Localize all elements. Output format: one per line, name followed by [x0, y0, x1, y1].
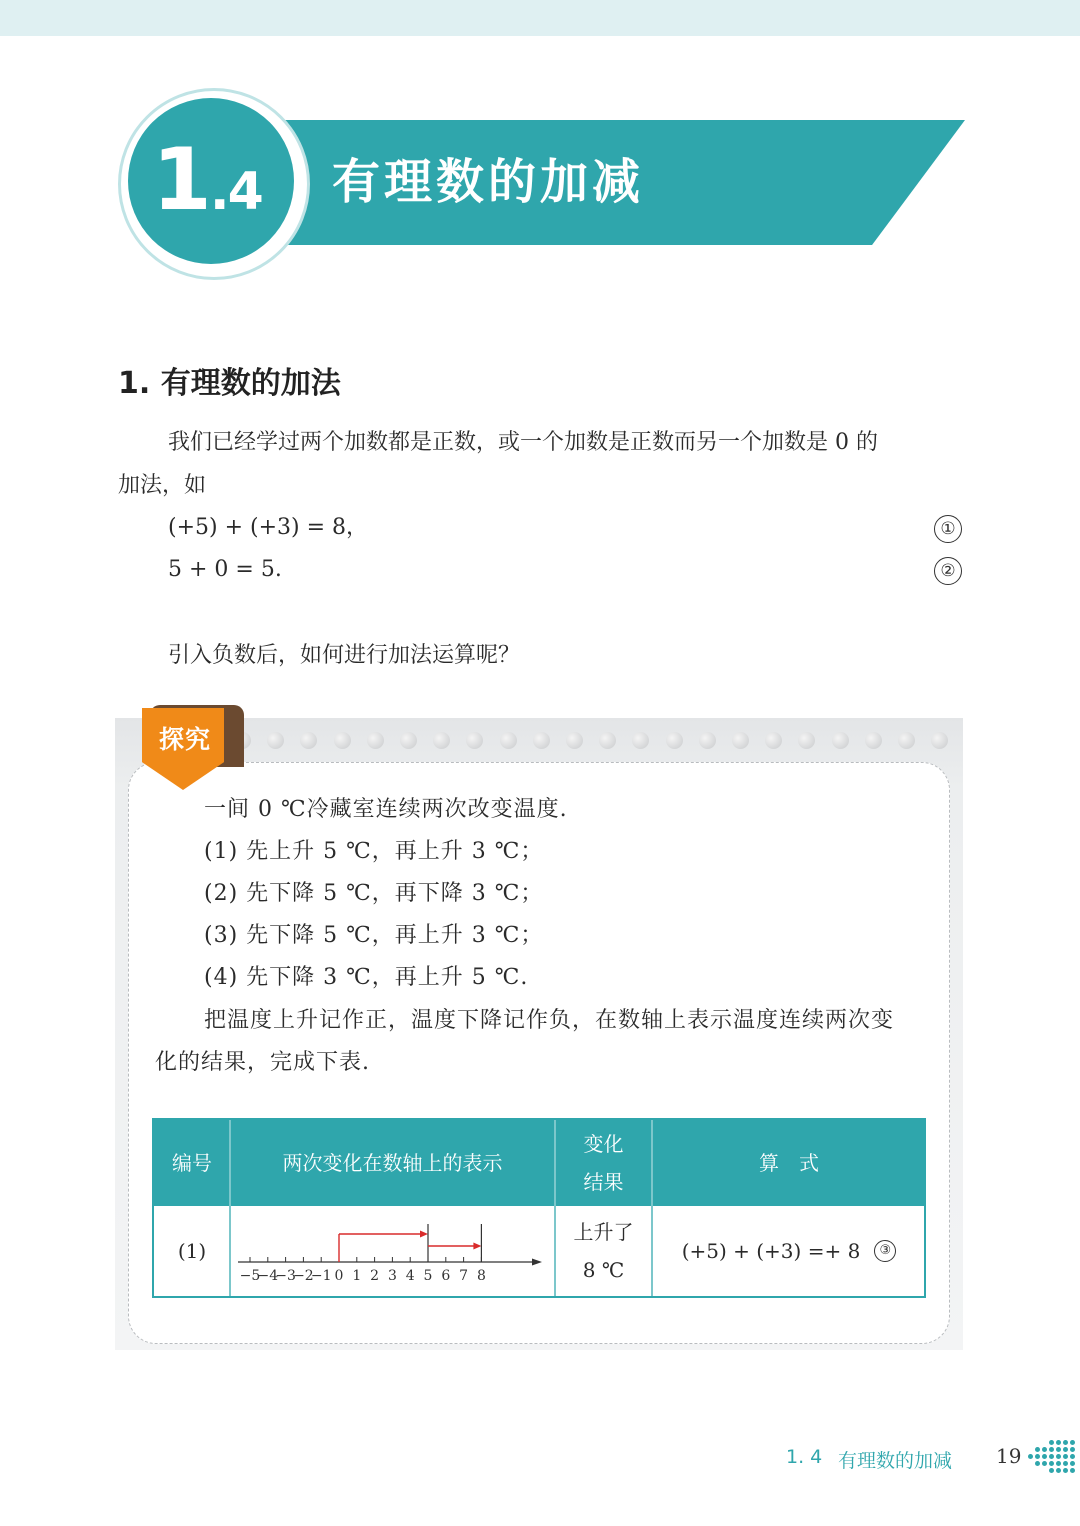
explore-tag-label: 探究: [158, 725, 211, 754]
explore-line-2: (1) 先上升 5 ℃，再上升 3 ℃；: [204, 839, 544, 864]
header-axis: 两次变化在数轴上的表示: [282, 1151, 503, 1175]
chapter-number: [152, 132, 282, 240]
axis-tick-label: 0: [334, 1268, 344, 1284]
row-1-formula-text: (+5) + (+3) =+ 8: [681, 1239, 861, 1263]
binding-dot: [566, 732, 583, 749]
axis-tick-label: −2: [293, 1268, 314, 1284]
row-1-result: [555, 1206, 652, 1296]
axis-tick-label: −5: [239, 1268, 261, 1284]
page-dot: [1056, 1468, 1061, 1473]
header-formula: 算 式: [759, 1151, 819, 1175]
header-result-line-1: 变化: [583, 1132, 624, 1156]
chapter-number-major: 1: [152, 130, 210, 230]
page-dot: [1070, 1461, 1075, 1466]
page-dot: [1049, 1468, 1054, 1473]
axis-tick-label: 5: [423, 1268, 433, 1284]
header-result-line-2: 结果: [583, 1170, 624, 1194]
page-dot: [1049, 1447, 1054, 1452]
intro-question: 引入负数后，如何进行加法运算呢？: [168, 643, 521, 668]
page-dot: [1042, 1454, 1047, 1459]
axis-tick-label: 1: [352, 1268, 362, 1284]
footer-title: 有理数的加减: [838, 1450, 953, 1472]
binding-dot: [400, 732, 417, 749]
binding-dot: [367, 732, 384, 749]
row-1-formula-mark: ③: [874, 1240, 896, 1262]
page-dot: [1035, 1454, 1040, 1459]
chapter-title: 有理数的加减: [332, 154, 645, 210]
page-dots-decoration: [1028, 1440, 1078, 1480]
axis-tick-label: 2: [370, 1268, 380, 1284]
footer-section-number: 1. 4: [786, 1446, 823, 1468]
page-dot: [1070, 1440, 1075, 1445]
page-dot: [1049, 1461, 1054, 1466]
page-dot: [1035, 1447, 1040, 1452]
page-dot: [1049, 1440, 1054, 1445]
page-dot: [1049, 1454, 1054, 1459]
row-1-axis-cell: [230, 1206, 555, 1296]
page-dot: [1063, 1440, 1068, 1445]
header-id: 编号: [172, 1151, 212, 1175]
page-dot: [1070, 1454, 1075, 1459]
explore-line-3: (2) 先下降 5 ℃，再下降 3 ℃；: [204, 881, 544, 906]
intro-line-1: 我们已经学过两个加数都是正数，或一个加数是正数而另一个加数是 0 的: [168, 430, 878, 455]
explore-line-7: 化的结果，完成下表.: [155, 1050, 370, 1075]
section-title: 1. 有理数的加法: [118, 366, 341, 401]
binding-dot: [334, 732, 351, 749]
page-dot: [1063, 1447, 1068, 1452]
axis-tick-label: 7: [459, 1268, 469, 1284]
explore-line-5: (4) 先下降 3 ℃，再上升 5 ℃.: [204, 965, 529, 990]
chapter-banner: [0, 80, 1080, 290]
page-dot: [1028, 1454, 1033, 1459]
row-1-formula: [652, 1206, 926, 1296]
page-dot: [1063, 1461, 1068, 1466]
equation-1-mark: ①: [934, 515, 962, 543]
explore-line-6: 把温度上升记作正，温度下降记作负，在数轴上表示温度连续两次变: [204, 1008, 895, 1033]
equation-1: (+5) + (+3) = 8，: [168, 515, 369, 540]
page-dot: [1070, 1447, 1075, 1452]
page-dot: [1042, 1461, 1047, 1466]
top-band: [0, 0, 1080, 36]
row-1-result-line-1: 上升了: [573, 1220, 634, 1244]
binding-dot: [666, 732, 683, 749]
axis-tick-label: −4: [257, 1268, 279, 1284]
page-dot: [1063, 1468, 1068, 1473]
number-line: [230, 1206, 555, 1296]
axis-tick-label: −3: [275, 1268, 296, 1284]
row-1-id: (1): [177, 1239, 207, 1263]
explore-line-4: (3) 先下降 5 ℃，再上升 3 ℃；: [204, 923, 544, 948]
page-dot: [1056, 1454, 1061, 1459]
chapter-number-minor: .4: [209, 162, 262, 222]
binding-dot: [732, 732, 749, 749]
page-dot: [1035, 1461, 1040, 1466]
axis-tick-label: −1: [310, 1268, 332, 1284]
axis-tick-label: 6: [441, 1268, 451, 1284]
binding-dot: [832, 732, 849, 749]
binding-dot: [699, 732, 716, 749]
page-dot: [1070, 1468, 1075, 1473]
second-change-arrowhead: [473, 1243, 481, 1250]
binding-dot: [898, 732, 915, 749]
page-dot: [1056, 1461, 1061, 1466]
axis-tick-label: 8: [476, 1268, 486, 1284]
result-table: [152, 1118, 926, 1298]
axis-tick-label: 3: [387, 1268, 397, 1284]
header-result: [555, 1120, 652, 1206]
axis-tick-label: 4: [405, 1268, 415, 1284]
row-1-result-line-2: 8 ℃: [582, 1258, 625, 1282]
page-dot: [1063, 1454, 1068, 1459]
page-number: 19: [996, 1444, 1022, 1468]
explore-line-1: 一间 0 ℃冷藏室连续两次改变温度.: [204, 797, 568, 822]
binding-dot: [533, 732, 550, 749]
equation-2: 5 + 0 = 5.: [168, 557, 282, 582]
axis-arrowhead: [532, 1259, 542, 1266]
page-dot: [1056, 1447, 1061, 1452]
page-dot: [1042, 1447, 1047, 1452]
binding-dot: [500, 732, 517, 749]
first-change-arrowhead: [420, 1231, 428, 1238]
equation-2-mark: ②: [934, 557, 962, 585]
page-dot: [1056, 1440, 1061, 1445]
binding-dot: [865, 732, 882, 749]
intro-line-2: 加法，如: [118, 473, 207, 498]
